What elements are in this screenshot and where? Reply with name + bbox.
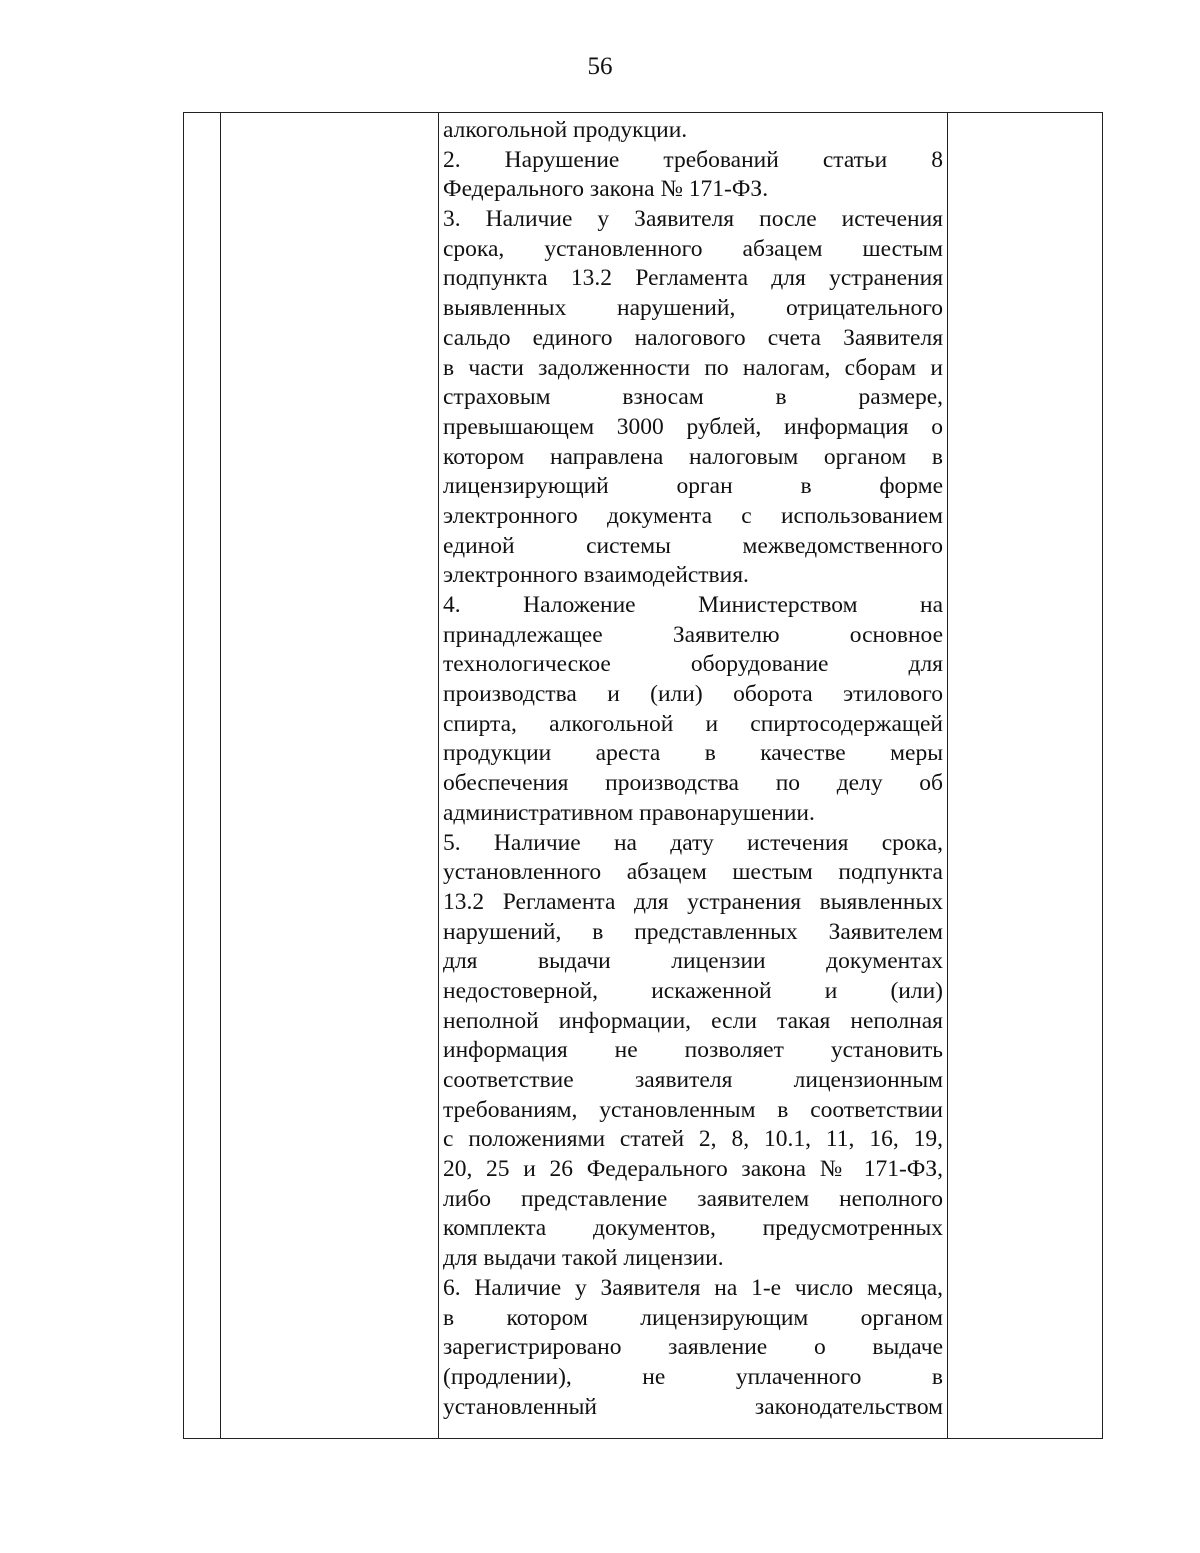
text-line: единой системы межведомственного xyxy=(443,532,943,559)
text-line: соответствие заявителя лицензионным xyxy=(443,1067,943,1093)
text-line: электронного взаимодействия. xyxy=(443,562,749,589)
text-line: нарушений, в представленных Заявителем xyxy=(443,918,943,945)
text-line: информация не позволяет установить xyxy=(443,1037,943,1064)
table-cell-text xyxy=(443,116,943,1422)
text-line: комплекта документов, предусмотренных xyxy=(443,1215,943,1242)
text-line: с положениями статей 2, 8, 10.1, 11, 16, 19, xyxy=(443,1126,943,1153)
text-line: установленного абзацем шестым подпункта xyxy=(443,859,943,886)
text-line: Федерального закона № 171-ФЗ. xyxy=(443,176,769,203)
text-line: страховым взносам в размере, xyxy=(443,384,943,411)
text-line: либо представление заявителем неполного xyxy=(443,1185,943,1212)
page-number: 56 xyxy=(587,53,613,80)
text-line: 5. Наличие на дату истечения срока, xyxy=(443,829,943,856)
text-line: требованиям, установленным в соответствии xyxy=(443,1096,943,1123)
text-line: для выдачи такой лицензии. xyxy=(443,1245,724,1272)
text-line: производства и (или) оборота этилового xyxy=(443,681,943,708)
text-line: 4. Наложение Министерством на xyxy=(443,592,943,618)
text-line: 13.2 Регламента для устранения выявленных xyxy=(443,888,943,915)
text-line: превышающем 3000 рублей, информация о xyxy=(443,413,943,440)
text-line: 2. Нарушение требований статьи 8 xyxy=(443,146,943,173)
text-line: котором направлена налоговым органом в xyxy=(443,443,943,470)
column-divider-2 xyxy=(438,113,439,1438)
text-line: сальдо единого налогового счета Заявителя xyxy=(443,324,943,351)
column-divider-3 xyxy=(947,113,948,1438)
text-line: обеспечения производства по делу об xyxy=(443,770,943,797)
text-line: в части задолженности по налогам, сборам и xyxy=(443,354,943,381)
text-line: спирта, алкогольной и спиртосодержащей xyxy=(443,710,943,737)
text-line: алкогольной продукции. xyxy=(443,117,688,143)
text-line: 3. Наличие у Заявителя после истечения xyxy=(443,206,943,233)
text-line: недостоверной, искаженной и (или) xyxy=(443,977,943,1004)
text-line: подпункта 13.2 Регламента для устранения xyxy=(443,265,943,292)
text-line: технологическое оборудование для xyxy=(443,651,943,678)
text-line: для выдачи лицензии документах xyxy=(443,948,943,975)
text-line: выявленных нарушений, отрицательного xyxy=(443,295,943,322)
text-line: административном правонарушении. xyxy=(443,799,815,826)
text-line: в котором лицензирующим органом xyxy=(443,1304,943,1331)
column-divider-1 xyxy=(220,113,221,1438)
text-line: зарегистрировано заявление о выдаче xyxy=(443,1334,943,1361)
text-line: 6. Наличие у Заявителя на 1-е число месяца, xyxy=(443,1274,943,1301)
text-line: принадлежащее Заявителю основное xyxy=(443,621,943,648)
text-line: (продлении), не уплаченного в xyxy=(443,1363,943,1390)
text-line: электронного документа с использованием xyxy=(443,502,943,529)
text-line: лицензирующий орган в форме xyxy=(443,473,943,500)
text-line: неполной информации, если такая неполная xyxy=(443,1007,943,1034)
text-line: срока, установленного абзацем шестым xyxy=(443,235,943,262)
document-table xyxy=(183,112,1103,1439)
text-line: продукции ареста в качестве меры xyxy=(443,740,943,767)
text-line: установленный законодательством xyxy=(443,1393,943,1420)
text-line: 20, 25 и 26 Федерального закона № 171-ФЗ, xyxy=(443,1156,943,1183)
